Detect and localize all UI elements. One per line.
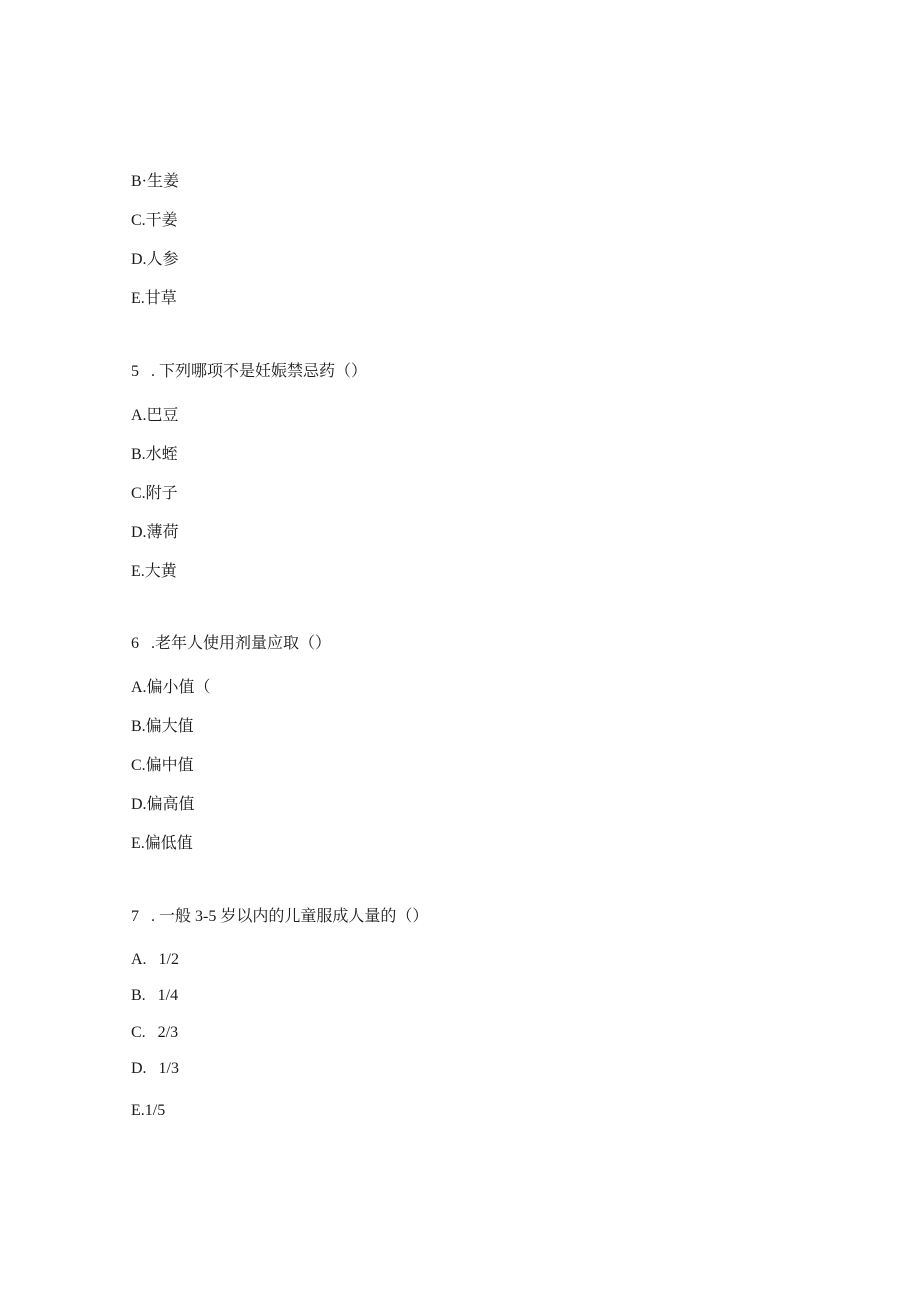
option-b: B. 1/4 <box>131 987 179 1004</box>
option-c: C.干姜 <box>131 212 178 229</box>
option-a: A.巴豆 <box>131 407 179 424</box>
option-c: C. 2/3 <box>131 1024 179 1041</box>
option-d: D.偏高值 <box>131 796 195 813</box>
option-b: B.偏大值 <box>131 718 194 735</box>
option-e: E.甘草 <box>131 290 177 307</box>
option-b: B·生姜 <box>131 173 180 190</box>
option-d: D.薄荷 <box>131 524 179 541</box>
question-text: 7 . 一般 3-5 岁以内的儿童服成人量的（） <box>131 908 429 925</box>
option-e: E.偏低值 <box>131 835 193 852</box>
option-e: E.大黄 <box>131 563 177 580</box>
question-text: 6 .老年人使用剂量应取（） <box>131 635 332 652</box>
question-text: 5 . 下列哪项不是妊娠禁忌药（） <box>131 363 368 380</box>
option-a: A. 1/2 <box>131 951 179 968</box>
option-e: E.1/5 <box>131 1102 166 1119</box>
option-d: D.人参 <box>131 251 179 268</box>
option-a: A.偏小值（ <box>131 679 211 696</box>
option-c: C.附子 <box>131 485 178 502</box>
option-c: C.偏中值 <box>131 757 194 774</box>
option-d: D. 1/3 <box>131 1060 179 1077</box>
option-b: B.水蛭 <box>131 446 178 463</box>
